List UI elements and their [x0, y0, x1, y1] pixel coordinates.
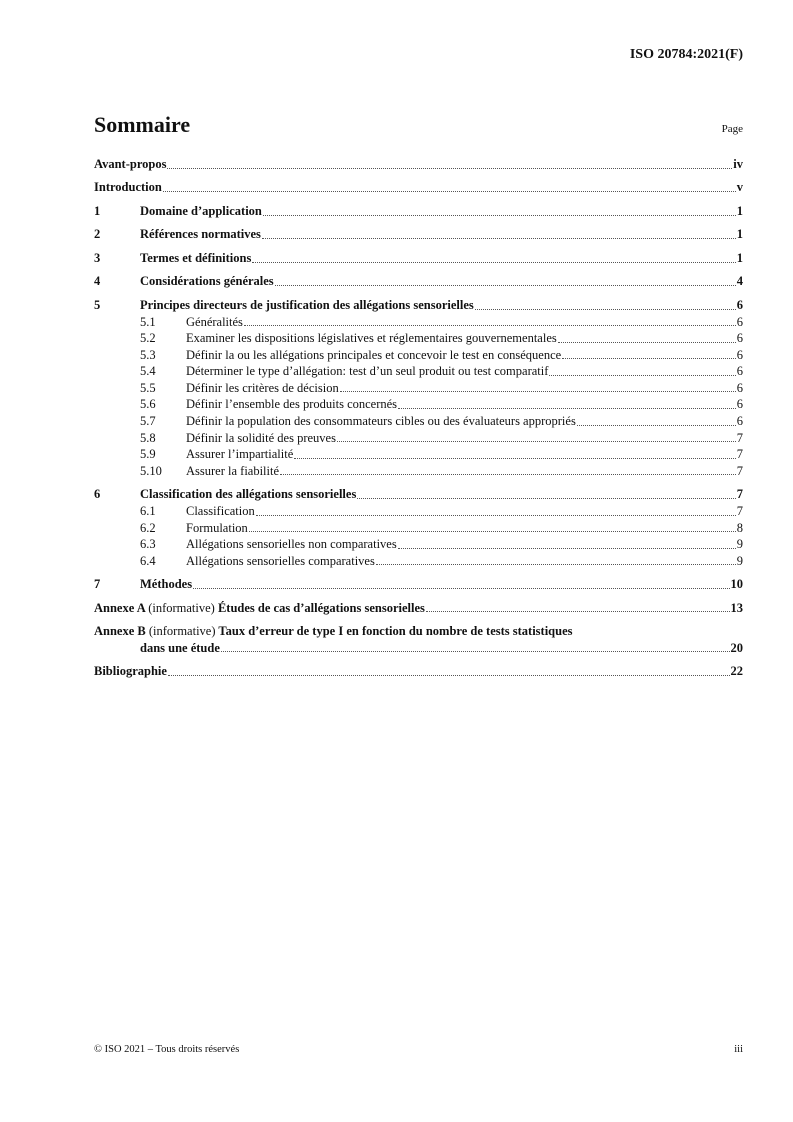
toc-subentry[interactable]	[94, 413, 743, 430]
toc-text: Définir l’ensemble des produits concernés	[186, 397, 398, 412]
toc-subentry[interactable]	[94, 553, 743, 570]
toc-page: 6	[736, 364, 743, 379]
toc-text: Bibliographie	[94, 664, 167, 679]
toc-text: Généralités	[186, 314, 243, 329]
document-id: ISO 20784:2021(F)	[629, 47, 743, 62]
toc-page: 7	[736, 503, 743, 518]
annex-label: Annexe B	[94, 624, 146, 639]
toc-text: Taux d’erreur de type I en fonction du nombre de tests statistiques	[218, 624, 573, 639]
toc-number: 5.6	[140, 397, 156, 412]
toc-page: 9	[736, 537, 743, 552]
toc-page: 6	[736, 414, 743, 429]
toc-number: 6.4	[140, 553, 156, 568]
toc-subentry[interactable]	[94, 520, 743, 537]
toc-text: Définir la ou les allégations principales et concevoir le test en conséquence	[186, 347, 562, 362]
toc-text: Classification des allégations sensorielles	[140, 487, 357, 502]
toc-entry[interactable]	[94, 486, 743, 503]
toc-entry[interactable]	[94, 226, 743, 243]
toc-subentry[interactable]	[94, 463, 743, 480]
toc-text: Déterminer le type d’allégation: test d’un seul produit ou test comparatif	[186, 364, 549, 379]
toc-subentry[interactable]	[94, 503, 743, 520]
toc-number: 6.1	[140, 503, 156, 518]
toc-text: Principes directeurs de justification des allégations sensorielles	[140, 297, 474, 312]
toc-page: 1	[736, 250, 743, 265]
toc-text: Classification	[186, 503, 255, 518]
toc-page: 1	[736, 203, 743, 218]
toc-page: 6	[736, 397, 743, 412]
toc-page: 4	[736, 274, 743, 289]
toc-page: 6	[736, 297, 743, 312]
toc-number: 4	[94, 274, 101, 289]
toc-entry[interactable]	[94, 250, 743, 267]
toc-page: 20	[730, 640, 743, 655]
toc-text: Domaine d’application	[140, 203, 262, 218]
toc-number: 5.4	[140, 364, 156, 379]
toc-number: 6.2	[140, 520, 156, 535]
toc-number: 5.7	[140, 414, 156, 429]
toc-subentry[interactable]	[94, 396, 743, 413]
toc-number: 3	[94, 250, 101, 265]
toc-text: Assurer la fiabilité	[186, 463, 280, 478]
toc-page: iv	[733, 157, 743, 171]
toc-entry[interactable]	[94, 576, 743, 593]
toc-subentry[interactable]	[94, 347, 743, 364]
toc-entry-bibliographie[interactable]	[94, 663, 743, 680]
toc-page: 8	[736, 520, 743, 535]
toc-text: Définir la solidité des preuves	[186, 430, 336, 445]
toc-number: 5.2	[140, 331, 156, 346]
toc-text: Références normatives	[140, 227, 261, 242]
toc-page: 7	[736, 447, 743, 462]
toc-page: 6	[736, 314, 743, 329]
toc-entry[interactable]	[94, 273, 743, 290]
toc-subentry[interactable]	[94, 430, 743, 447]
toc-number: 1	[94, 203, 101, 218]
toc-text: Allégations sensorielles comparatives	[186, 553, 375, 568]
toc-number: 5.10	[140, 463, 162, 478]
toc-subentry[interactable]	[94, 330, 743, 347]
toc-entry-annex-a[interactable]	[94, 600, 743, 617]
toc-subentry[interactable]	[94, 536, 743, 553]
toc-page: 9	[736, 553, 743, 568]
toc-text: Études de cas d’allégations sensorielles	[217, 600, 425, 615]
toc-text: Allégations sensorielles non comparatives	[186, 537, 397, 552]
toc-number: 5.1	[140, 314, 156, 329]
toc-page: v	[736, 180, 743, 195]
toc-text: Termes et définitions	[140, 250, 252, 265]
toc-text: Formulation	[186, 520, 248, 535]
toc-page: 7	[736, 487, 743, 502]
toc-page: 1	[736, 227, 743, 242]
toc-page: 7	[736, 430, 743, 445]
toc-text: Examiner les dispositions législatives et réglementaires gouvernementales	[186, 331, 557, 346]
toc-entry-annex-b[interactable]	[94, 623, 743, 656]
toc-number: 5.8	[140, 430, 156, 445]
toc-entry-avant-propos[interactable]	[94, 156, 743, 173]
toc-number: 5	[94, 297, 101, 312]
toc-subentry[interactable]	[94, 380, 743, 397]
toc-number: 5.5	[140, 380, 156, 395]
toc-subentry[interactable]	[94, 314, 743, 331]
toc-entry[interactable]	[94, 297, 743, 314]
toc-number: 5.9	[140, 447, 156, 462]
page-number: iii	[734, 1044, 743, 1055]
toc-entry-introduction[interactable]	[94, 179, 743, 196]
toc-entry[interactable]	[94, 203, 743, 220]
toc-page: 22	[730, 664, 743, 679]
toc-number: 7	[94, 577, 101, 592]
toc-text: Définir les critères de décision	[186, 380, 339, 395]
annex-kind: (informative)	[148, 600, 215, 615]
toc-page: 6	[736, 347, 743, 362]
toc-page: 6	[736, 380, 743, 395]
toc-number: 5.3	[140, 347, 156, 362]
toc-text: Considérations générales	[140, 274, 274, 289]
toc-page: 6	[736, 331, 743, 346]
toc-text: Introduction	[94, 180, 162, 195]
toc-subentry[interactable]	[94, 363, 743, 380]
page-column-label: Page	[721, 123, 743, 135]
toc-number: 6	[94, 487, 101, 502]
annex-label: Annexe A	[94, 600, 146, 615]
toc-number: 6.3	[140, 537, 156, 552]
copyright-notice: © ISO 2021 – Tous droits réservés	[94, 1044, 240, 1055]
toc-page: 10	[730, 577, 743, 592]
toc-page: 13	[730, 600, 743, 615]
page-title: Sommaire	[94, 112, 191, 137]
toc-page: 7	[736, 463, 743, 478]
toc-number: 2	[94, 227, 101, 242]
toc-text: Définir la population des consommateurs cibles ou des évaluateurs appropriés	[186, 414, 576, 429]
toc-text-continued: dans une étude	[140, 640, 220, 655]
toc-text: Avant-propos	[94, 157, 167, 171]
toc-text: Assurer l’impartialité	[186, 447, 294, 462]
annex-kind: (informative)	[148, 624, 216, 639]
toc-text: Méthodes	[140, 577, 193, 592]
toc-subentry[interactable]	[94, 446, 743, 463]
table-of-contents	[94, 156, 743, 680]
